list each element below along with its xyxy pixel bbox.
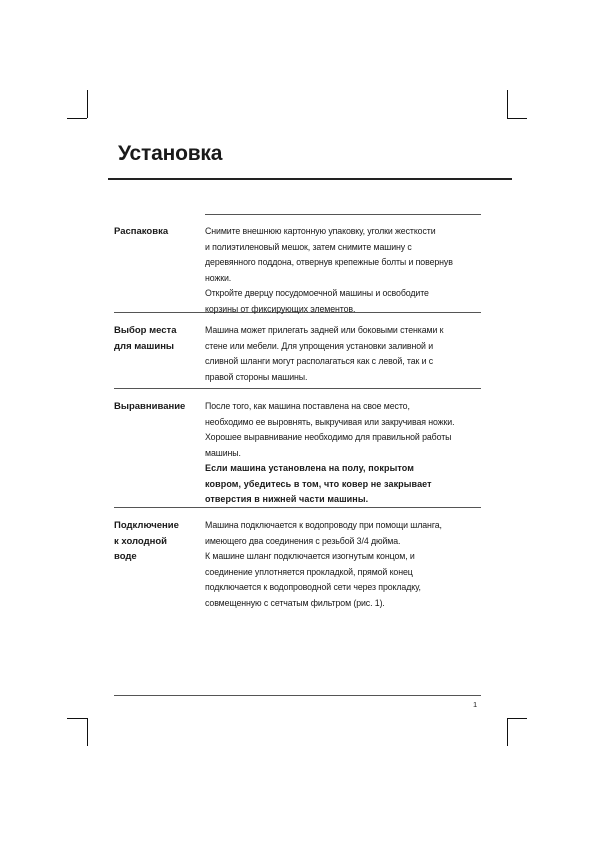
section-body	[205, 389, 481, 507]
section-unpacking	[114, 214, 481, 312]
crop-mark-top-right	[507, 118, 527, 119]
section-label: Распаковка	[114, 226, 169, 237]
section-cold-water	[114, 507, 481, 623]
crop-mark-top-left	[67, 118, 87, 119]
section-label: Выравнивание	[114, 401, 186, 412]
paragraph: Откройте дверцу посудомоечной машины и освободите корзины от фиксирующих элементов.	[205, 288, 429, 314]
section-body	[205, 508, 481, 623]
page-title: Установка	[118, 142, 223, 165]
crop-mark-bottom-right	[507, 718, 508, 746]
paragraph: Машина может прилегать задней или боковыми стенками к стене или мебели. Для упрощения установки заливной и сливной шланги могут располагаться как с левой, так и с правой стороны машины.	[205, 325, 444, 382]
section-body	[205, 313, 481, 388]
crop-mark-top-left	[87, 90, 88, 118]
warning-text: Если машина установлена на полу, покрытом ковром, убедитесь в том, что ковер не закрывает отверстия в нижней части машины.	[205, 463, 432, 504]
section-placement	[114, 312, 481, 388]
title-rule	[108, 178, 512, 180]
footer-rule	[114, 695, 481, 696]
crop-mark-bottom-right	[507, 718, 527, 719]
paragraph: После того, как машина поставлена на свое место, необходимо ее выровнять, выкручивая или закручивая ножки. Хорошее выравнивание необходимо для правильной работы машины.	[205, 401, 455, 458]
paragraph: Машина подключается к водопроводу при помощи шланга, имеющего два соединения с резьбой 3/4 дюйма. К машине шланг подключается изогнутым концом, и соединение уплотняется прокладкой, прямой конец подключается к водопроводной сети через прокладку, совмещенную с сетчатым фильтром (рис. 1).	[205, 520, 442, 608]
instruction-sections	[114, 214, 481, 623]
paragraph: Снимите внешнюю картонную упаковку, уголки жесткости и полиэтиленовый мешок, затем снимите машину с деревянного поддона, отвернув крепежные болты и повернув ножки.	[205, 226, 453, 283]
section-leveling	[114, 388, 481, 507]
crop-mark-bottom-left	[67, 718, 87, 719]
section-label: Подключение к холодной воде	[114, 520, 179, 562]
crop-mark-bottom-left	[87, 718, 88, 746]
page-number: 1	[473, 700, 478, 709]
section-label: Выбор места для машины	[114, 325, 177, 352]
section-body	[205, 214, 481, 312]
crop-mark-top-right	[507, 90, 508, 118]
